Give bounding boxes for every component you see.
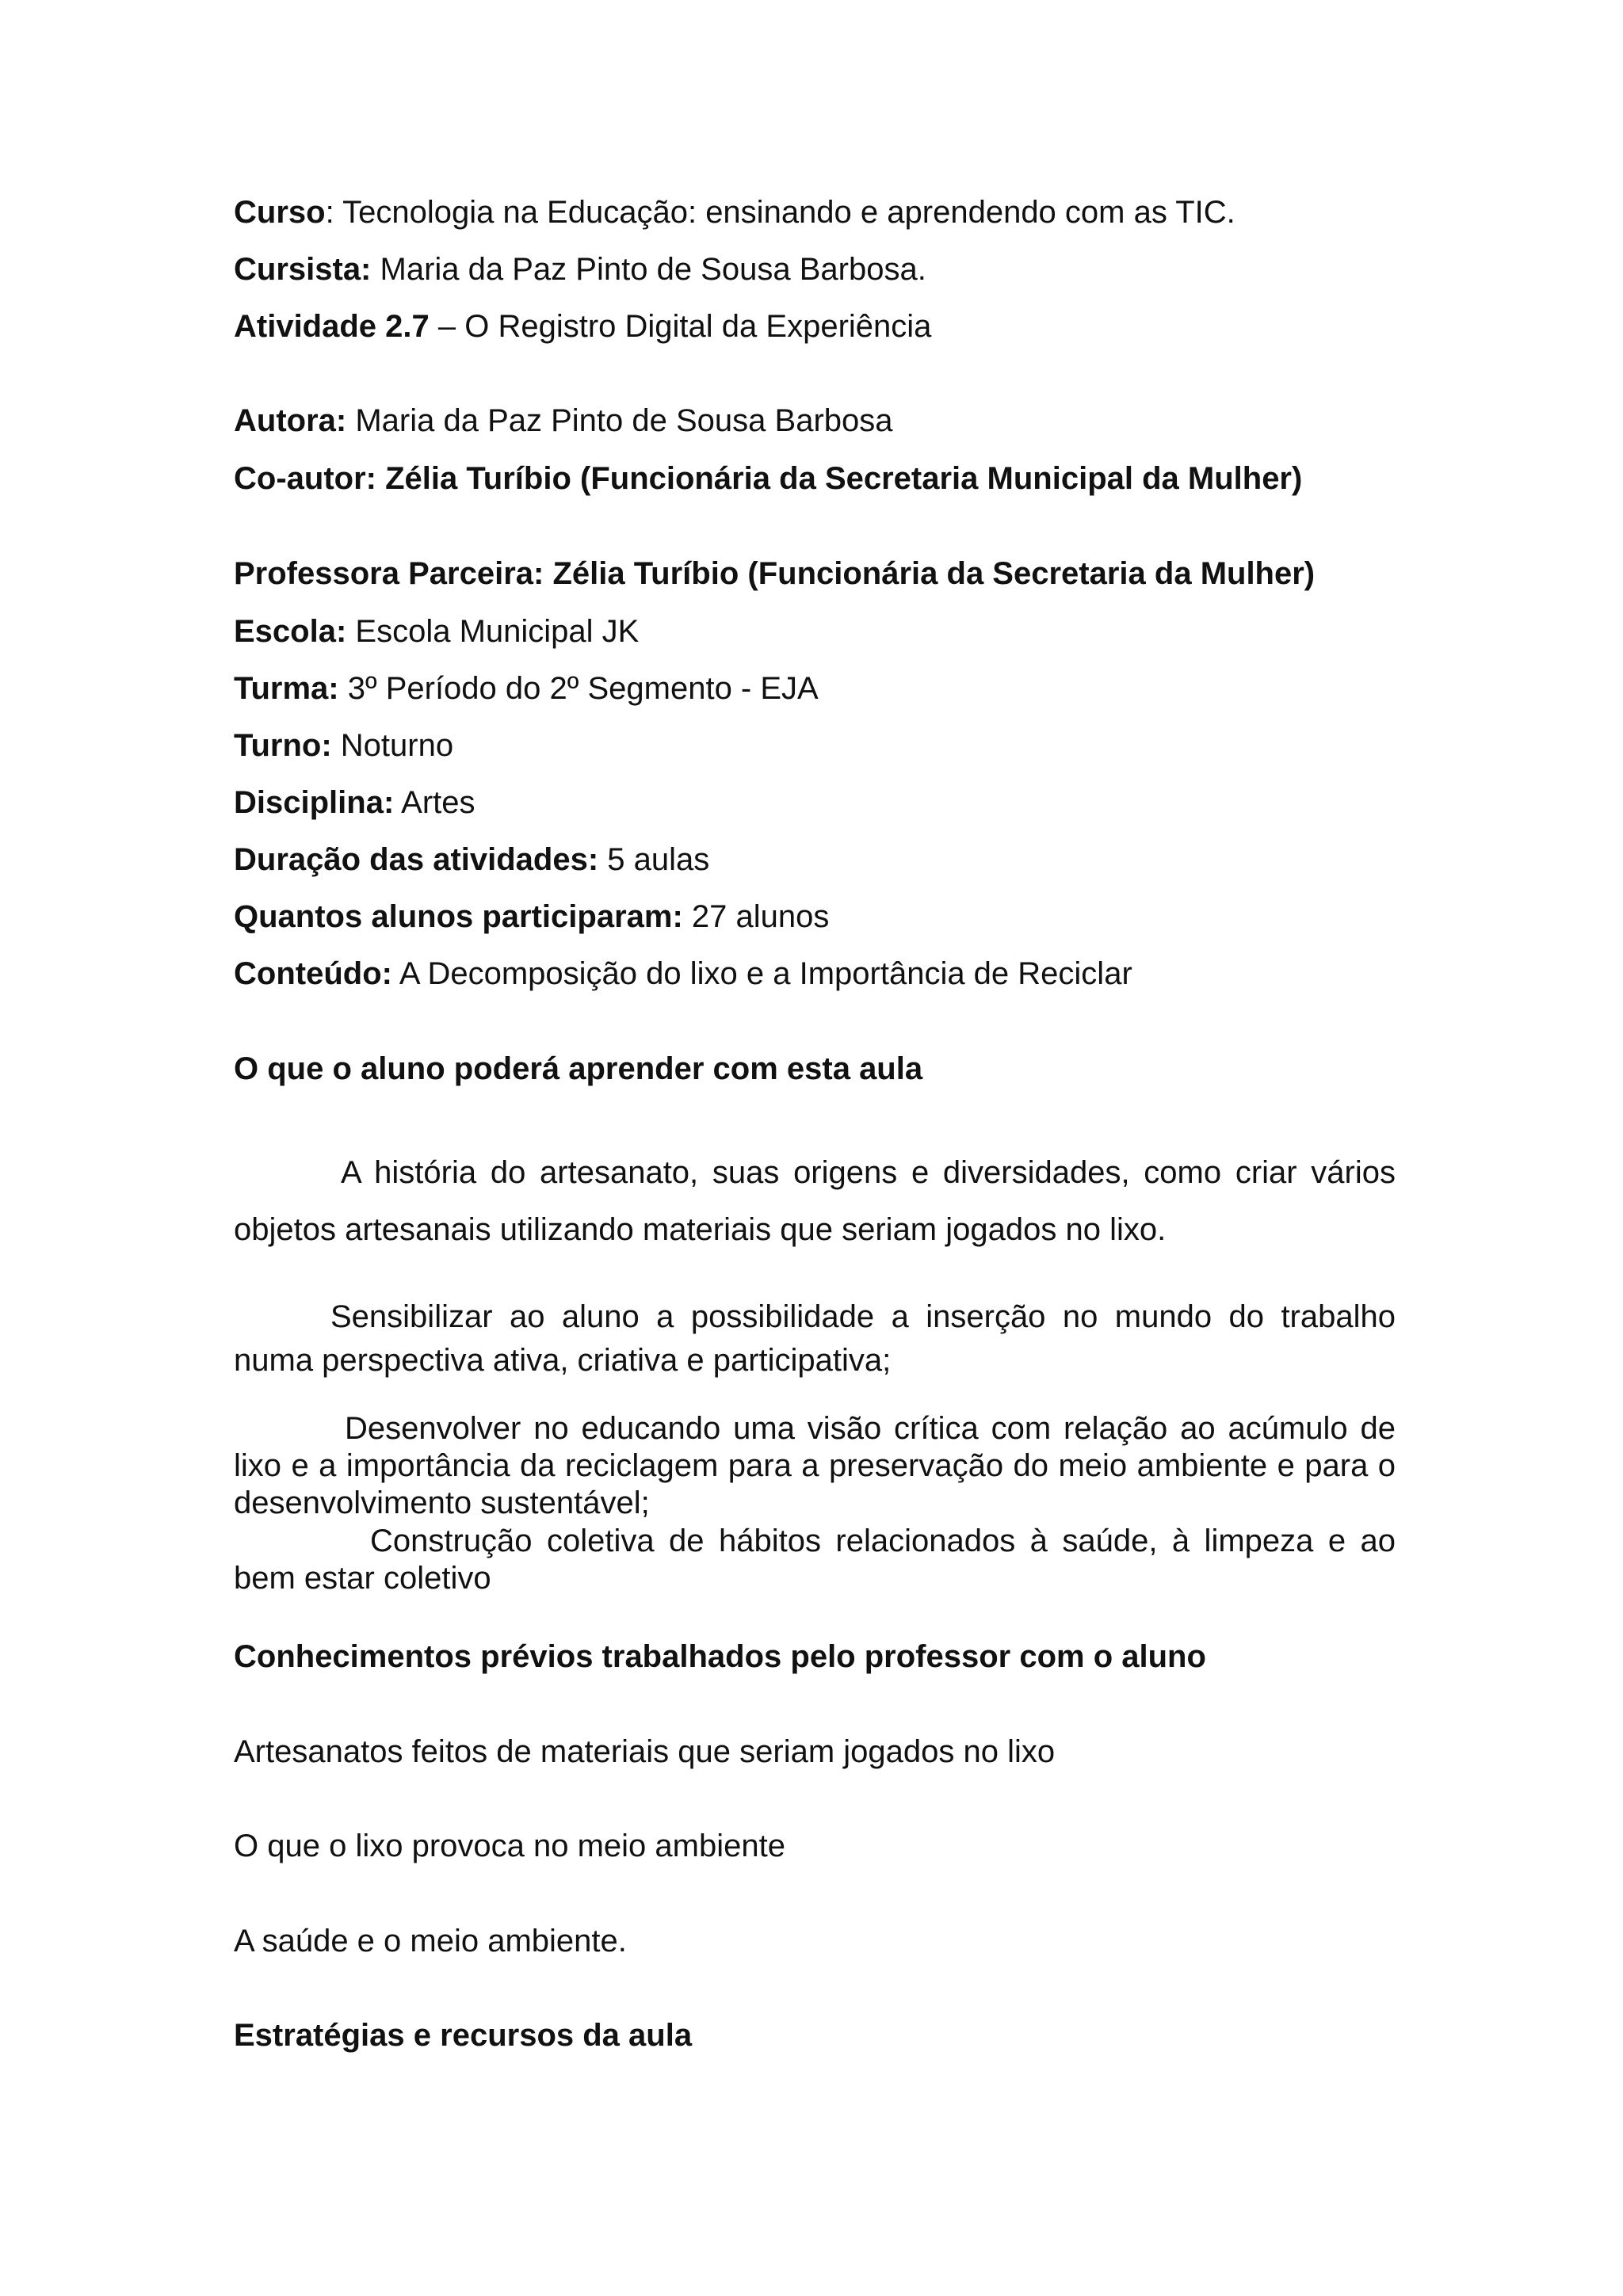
duracao-line	[234, 841, 709, 878]
curso-label: Curso	[234, 195, 326, 230]
turno-value: Noturno	[331, 728, 454, 763]
prior-heading: Conhecimentos prévios trabalhados pelo professor com o aluno	[234, 1639, 1206, 1674]
prior-item-2: O que o lixo provoca no meio ambiente	[234, 1829, 785, 1863]
escola-label: Escola:	[234, 614, 347, 649]
disciplina-line	[234, 784, 475, 821]
professora-line: Professora Parceira: Zélia Turíbio (Funcionária da Secretaria da Mulher)	[234, 556, 1316, 591]
cursista-label: Cursista:	[234, 252, 372, 287]
escola-line	[234, 613, 639, 650]
turno-line	[234, 727, 453, 764]
conteudo-value: A Decomposição do lixo e a Importância de Reciclar	[391, 956, 1132, 991]
prior-item-1: Artesanatos feitos de materiais que seriam jogados no lixo	[234, 1734, 1056, 1769]
turma-value: 3º Período do 2º Segmento - EJA	[338, 671, 819, 706]
duracao-value: 5 aulas	[598, 842, 710, 877]
alunos-value: 27 alunos	[682, 899, 830, 934]
coautor-line: Co-autor: Zélia Turíbio (Funcionária da Secretaria Municipal da Mulher)	[234, 461, 1303, 496]
learn-heading: O que o aluno poderá aprender com esta aula	[234, 1051, 923, 1086]
duracao-label: Duração das atividades:	[234, 842, 599, 877]
alunos-line	[234, 898, 829, 935]
autora-value: Maria da Paz Pinto de Sousa Barbosa	[346, 403, 893, 438]
cursista-line	[234, 251, 926, 288]
curso-value: : Tecnologia na Educação: ensinando e aprendendo com as TIC.	[325, 195, 1235, 230]
turma-label: Turma:	[234, 671, 339, 706]
atividade-value: – O Registro Digital da Experiência	[429, 309, 932, 344]
alunos-label: Quantos alunos participaram:	[234, 899, 683, 934]
learn-paragraph-1: A história do artesanato, suas origens e diversidades, como criar vários objetos artesanais utilizando materiais que seriam jogados no lixo.	[234, 1155, 1396, 1247]
turno-label: Turno:	[234, 728, 332, 763]
strategies-heading: Estratégias e recursos da aula	[234, 2018, 693, 2053]
atividade-line	[234, 308, 931, 345]
turma-line	[234, 670, 819, 707]
learn-paragraph-2: Sensibilizar ao aluno a possibilidade a inserção no mundo do trabalho numa perspectiva ativa, criativa e participativa;	[234, 1299, 1396, 1378]
conteudo-line	[234, 955, 1132, 992]
cursista-value: Maria da Paz Pinto de Sousa Barbosa.	[371, 252, 926, 287]
learn-paragraph-3: Desenvolver no educando uma visão crítica com relação ao acúmulo de lixo e a importância da reciclagem para a preservação do meio ambiente e para o desenvolvimento sustentável;	[234, 1411, 1396, 1520]
disciplina-label: Disciplina:	[234, 785, 395, 820]
escola-value: Escola Municipal JK	[346, 614, 640, 649]
autora-line	[234, 402, 893, 439]
autora-label: Autora:	[234, 403, 347, 438]
learn-paragraph-4: Construção coletiva de hábitos relacionados à saúde, à limpeza e ao bem estar coletivo	[234, 1524, 1396, 1596]
curso-line	[234, 194, 1235, 231]
conteudo-label: Conteúdo:	[234, 956, 392, 991]
prior-item-3: A saúde e o meio ambiente.	[234, 1924, 627, 1958]
disciplina-value: Artes	[394, 785, 475, 820]
atividade-label: Atividade 2.7	[234, 309, 430, 344]
